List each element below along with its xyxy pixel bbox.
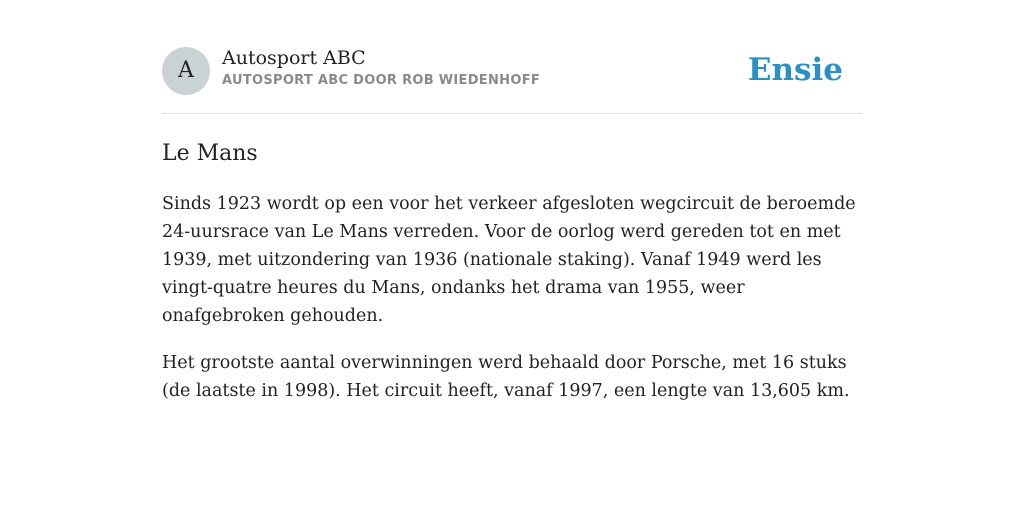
article-paragraph: Het grootste aantal overwinningen werd behaald door Porsche, met 16 stuks (de laatste in 1998). Het circuit heeft, vanaf 1997, een lengte van 13,605 km. [162, 353, 850, 401]
header [162, 0, 862, 114]
article-title: Le Mans [162, 141, 258, 166]
content-container [162, 0, 862, 405]
brand-logo-link[interactable]: Ensie [747, 52, 843, 88]
avatar[interactable]: A [162, 47, 210, 95]
source-name[interactable]: Autosport ABC [222, 47, 366, 69]
source-info [222, 46, 540, 90]
article-paragraph: Sinds 1923 wordt op een voor het verkeer afgesloten wegcircuit de beroemde 24-uursrace van Le Mans verreden. Voor de oorlog werd gereden tot en met 1939, met uitzondering van 1936 (nationale staking). Vanaf 1949 werd les vingt-quatre heures du Mans, ondanks het drama van 1955, weer onafgebroken gehouden. [162, 194, 856, 326]
source-subtitle: AUTOSPORT ABC DOOR ROB WIEDENHOFF [222, 73, 541, 88]
